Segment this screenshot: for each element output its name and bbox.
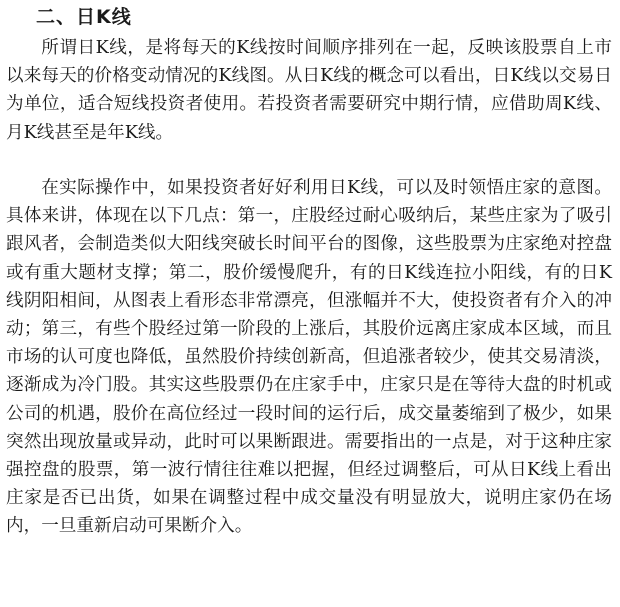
paragraph-practice: 在实际操作中，如果投资者好好利用日K线，可以及时领悟庄家的意图。具体来讲，体现在以下几点：第一，庄股经过耐心吸纳后，某些庄家为了吸引跟风者，会制造类似大阳线突破长时间平台的图像，这些股票为庄家绝对控盘或有重大题材支撑；第二，股价缓慢爬升，有的日K线连拉小阳线，有的日K线阴阳相间，从图表上看形态非常漂亮，但涨幅并不大，使投资者有介入的冲动；第三，有些个股经过第一阶段的上涨后，其股价远离庄家成本区域，而且市场的认可度也降低，虽然股价持续创新高，但追涨者较少，使其交易清淡，逐渐成为冷门股。其实这些股票仍在庄家手中，庄家只是在等待大盘的时机或公司的机遇，股价在高位经过一段时间的运行后，成交量萎缩到了极少，如果突然出现放量或异动，此时可以果断跟进。需要指出的一点是，对于这种庄家强控盘的股票，第一波行情往往难以把握，但经过调整后，可从日K线上看出庄家是否已出货，如果在调整过程中成交量没有明显放大，说明庄家仍在场内，一旦重新启动可果断介入。	[6, 178, 612, 537]
paragraph-definition: 所谓日K线，是将每天的K线按时间顺序排列在一起，反映该股票自上市以来每天的价格变动情况的K线图。从日K线的概念可以看出，日K线以交易日为单位，适合短线投资者使用。若投资者需要研究中期行情，应借助周K线、月K线甚至是年K线。	[6, 38, 612, 143]
section-heading: 二、日K线	[36, 6, 132, 28]
